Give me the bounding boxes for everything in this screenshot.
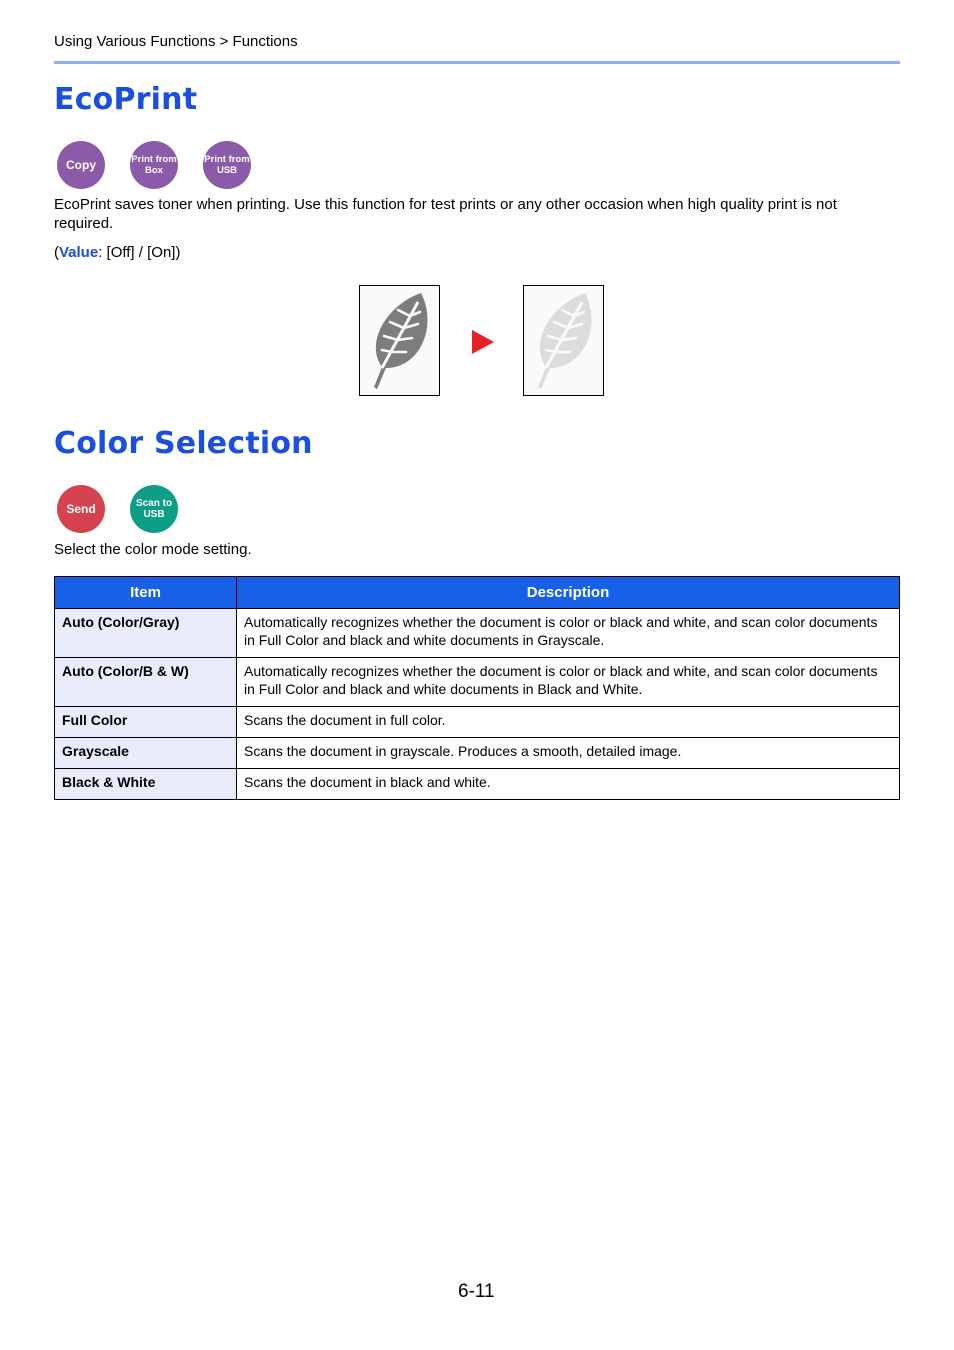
color-selection-description: Select the color mode setting. [54,541,252,558]
copy-badge [57,141,105,189]
scan-to-usb-badge [130,485,178,533]
column-header-item: Item [55,577,237,609]
row-description: Scans the document in full color. [237,707,900,738]
row-item: Full Color [55,707,237,738]
badge-label: Send [66,501,96,516]
table-row [55,658,900,707]
column-header-description: Description [237,577,900,609]
table-row [55,707,900,738]
badge-label: Print from [204,154,250,165]
badge-label: Box [145,165,163,176]
badge-label: USB [216,165,238,176]
value-open: ( [54,244,59,261]
row-description: Automatically recognizes whether the document is color or black and white, and scan color documents in Full Color and black and white documents in Grayscale. [237,609,900,658]
color-mode-table [54,576,900,800]
print-from-box-badge [130,141,178,189]
table-row [55,609,900,658]
row-item: Grayscale [55,738,237,769]
color-selection-title: Color Selection [54,426,313,461]
ecoprint-title: EcoPrint [54,82,198,117]
row-description: Automatically recognizes whether the document is color or black and white, and scan color documents in Full Color and black and white documents in Black and White. [237,658,900,707]
badge-label: Copy [66,157,96,172]
value-text: : [Off] / [On]) [98,244,181,261]
arrow-right-icon [472,330,494,354]
value-label: Value [59,244,99,261]
send-badge [57,485,105,533]
leaf-icon [360,286,439,395]
ecoprint-on-sample [523,285,604,396]
row-item: Auto (Color/B & W) [55,658,237,707]
header-rule [54,61,900,64]
ecoprint-value [54,243,900,262]
leaf-icon [524,286,603,395]
table-row [55,738,900,769]
row-description: Scans the document in black and white. [237,769,900,800]
ecoprint-off-sample [359,285,440,396]
row-description: Scans the document in grayscale. Produces a smooth, detailed image. [237,738,900,769]
badge-label: Print from [131,154,177,165]
row-item: Auto (Color/Gray) [55,609,237,658]
ecoprint-description: EcoPrint saves toner when printing. Use this function for test prints or any other occasion when high quality print is not required. [54,196,837,232]
table-row [55,769,900,800]
badge-label: Scan to [135,498,173,509]
print-from-usb-badge [203,141,251,189]
table-header-row [55,577,900,609]
badge-label: USB [143,509,165,520]
breadcrumb: Using Various Functions > Functions [54,33,298,50]
row-item: Black & White [55,769,237,800]
page-number: 6-11 [458,1281,495,1302]
